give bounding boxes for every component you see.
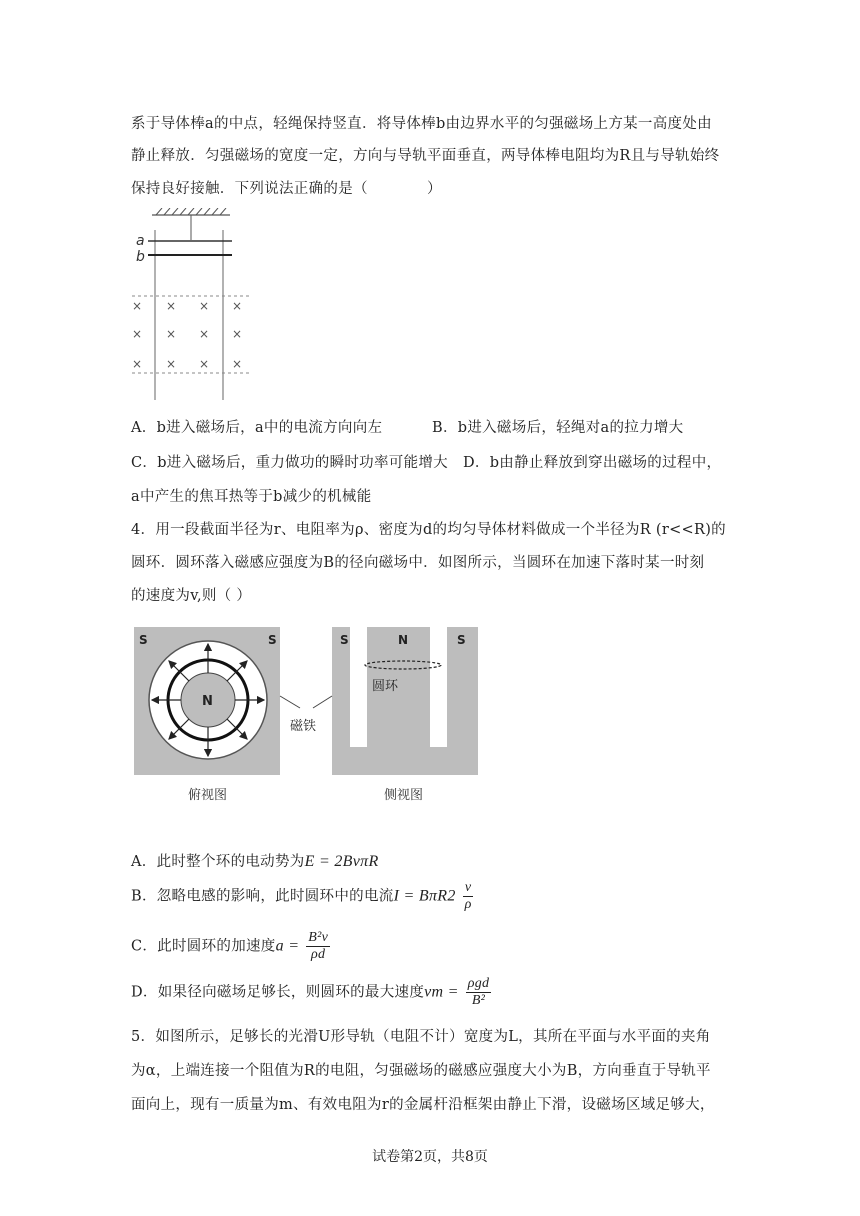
q3-text-line-1: 系于导体棒a的中点，轻绳保持竖直．将导体棒b由边界水平的匀强磁场上方某一高度处由 xyxy=(131,116,712,132)
q4-option-a: A．此时整个环的电动势为E = 2BvπR xyxy=(131,853,379,870)
svg-text:×: × xyxy=(232,327,243,341)
rod-a-label: a xyxy=(136,233,145,249)
magnet-label: 磁铁 xyxy=(290,719,317,734)
svg-text:×: × xyxy=(232,299,243,313)
top-view-n-label: N xyxy=(202,694,213,709)
q4-text-line-3: 的速度为v,则（ ） xyxy=(131,588,252,604)
q4-option-d-formula: vm = xyxy=(424,983,459,1001)
q4-option-d-fraction: $\frac{\text{ρgd}}{\text{B²}}$ xyxy=(467,976,490,1008)
q4-option-b-formula: I = BπR2 xyxy=(393,887,456,905)
side-view-caption: 侧视图 xyxy=(384,788,424,803)
side-view-s-label-right: S xyxy=(457,633,466,647)
q4-magnet-figure xyxy=(130,624,486,810)
ring-label: 圆环 xyxy=(372,679,399,694)
q3-text-line-2: 静止释放．匀强磁场的宽度一定，方向与导轨平面垂直，两导体棒电阻均为R且与导轨始终 xyxy=(131,148,720,164)
q4-option-c-fraction: $\frac{\text{B²v}}{\rho d}$ xyxy=(308,930,329,962)
svg-text:×: × xyxy=(166,357,177,371)
q4-option-b: B．忽略电感的影响，此时圆环中的电流I = BπR2 $\frac{v}{\rho}$ xyxy=(131,880,472,912)
q3-option-a: A．b进入磁场后，a中的电流方向向左 xyxy=(131,420,383,436)
top-view-caption: 俯视图 xyxy=(188,788,228,803)
q4-text-line-1: 4．用一段截面半径为r、电阻率为ρ、密度为d的均匀导体材料做成一个半径为R (r<<R)的 xyxy=(131,522,726,538)
svg-text:×: × xyxy=(132,327,143,341)
top-view-s-label-right: S xyxy=(268,633,277,647)
svg-text:×: × xyxy=(132,357,143,371)
side-view-n-label: N xyxy=(398,633,409,647)
q3-option-c: C．b进入磁场后，重力做功的瞬时功率可能增大 xyxy=(131,455,448,471)
q4-text-line-2: 圆环．圆环落入磁感应强度为B的径向磁场中．如图所示，当圆环在加速下落时某一时刻 xyxy=(131,555,705,571)
q3-rails-figure xyxy=(128,208,258,404)
svg-text:×: × xyxy=(232,357,243,371)
svg-text:×: × xyxy=(132,299,143,313)
svg-text:×: × xyxy=(166,299,177,313)
svg-text:×: × xyxy=(199,327,210,341)
q4-option-c-formula: a = xyxy=(275,937,300,955)
q4-option-c: C．此时圆环的加速度a = $\frac{\text{B²v}}{\rho d}$ xyxy=(131,930,329,962)
side-view-gap-left xyxy=(350,627,367,747)
svg-text:×: × xyxy=(166,327,177,341)
field-crosses xyxy=(132,299,242,371)
q5-text-line-1: 5．如图所示，足够长的光滑U形导轨（电阻不计）宽度为L，其所在平面与水平面的夹角 xyxy=(131,1029,711,1045)
q4-option-d: D．如果径向磁场足够长，则圆环的最大速度vm = $\frac{\text{ρgd}}{\text{B²}}$ xyxy=(131,976,490,1008)
svg-text:×: × xyxy=(199,357,210,371)
q3-option-d: D．b由静止释放到穿出磁场的过程中， xyxy=(463,455,722,471)
svg-text:×: × xyxy=(199,299,210,313)
side-view-s-label-left: S xyxy=(340,633,349,647)
q4-option-b-fraction: $\frac{v}{\rho}$ xyxy=(464,880,472,912)
page-footer: 试卷第2页，共8页 xyxy=(372,1149,488,1165)
side-view-gap-right xyxy=(430,627,447,747)
q3-option-b: B．b进入磁场后，轻绳对a的拉力增大 xyxy=(432,420,684,436)
q3-text-line-3: 保持良好接触．下列说法正确的是（ ） xyxy=(131,181,442,197)
q3-option-d-continued: a中产生的焦耳热等于b减少的机械能 xyxy=(131,489,372,505)
top-view-s-label-left: S xyxy=(139,633,148,647)
q5-text-line-2: 为α，上端连接一个阻值为R的电阻，匀强磁场的磁感应强度大小为B，方向垂直于导轨平 xyxy=(131,1063,711,1079)
rod-b-label: b xyxy=(136,249,145,265)
q5-text-line-3: 面向上，现有一质量为m、有效电阻为r的金属杆沿框架由静止下滑，设磁场区域足够大， xyxy=(131,1097,715,1113)
q4-option-a-formula: E = 2BvπR xyxy=(304,853,379,870)
